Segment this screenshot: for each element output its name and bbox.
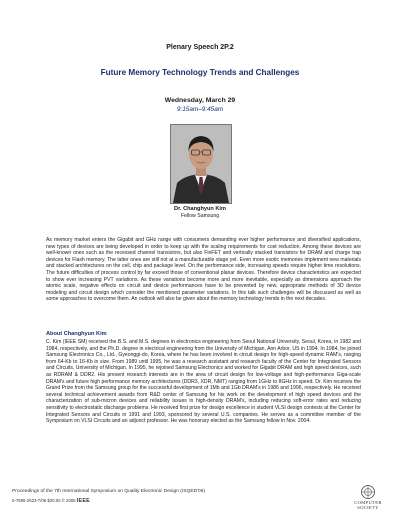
about-speaker-heading: About Changhyun Kim xyxy=(46,331,107,337)
speaker-portrait-icon xyxy=(171,125,231,203)
logo-text-line2: SOCIETY xyxy=(357,505,379,510)
ieee-logo-text: IEEE xyxy=(76,498,90,504)
logo-text-line1: COMPUTER xyxy=(354,500,382,505)
speaker-name: Dr. Changhyun Kim xyxy=(174,206,226,212)
speaker-bio-paragraph: C. Kim (IEEE SM) received the B.S. and M.S. degrees in electronics engineering from Seoul National University, Seoul, Korea, in 1982 and 1984, respectively, and the Ph.D. degree in electrical engineering from the University of Michigan, Ann Arbor, US in 1994. In 1984, he joined Samsung Electronics Co., Ltd., Gyeonggi-do, Korea, where he has been involved in circuit design for high-speed dynamic RAM's, ranging from 64-Kb to 16-Kb in size. From 1989 until 1995, he was a research assistant and research faculty of the Center for Integrated Sensors and Circuits, University of Michigan. In 1995, he rejoined Samsung Electronics and worked for Gigabit DRAM and high speed devices, such as RDRAM & DDR2. His present research interests are in the area of circuit design for low-voltage and high-performance Giga-scale DRAM's and future high performance memory architectures (DDR3, XDR, NMT) ranging from 1GHz to 8GHz in speed. Dr. Kim receives the Grand Prize from the Samsung group for the successful development of 1Mb and 1Gb DRAM's in 1986 and 1996, respectively. He received several technical achievement awards from R&D center of Samsung for his work on the development of high speed devices and the characterization of sub-micron devices and reliability issues in high-density DRAM's, including reducing soft-error rates and reducing sensitivity to electrostatic discharge problems. He received first prize for design excellence in student VLSI design contests at the Center for Integrated Sensors and Circuits in 1991 and 1993, sponsored by several U.S. companies. He serves as a committee member of the Symposium on VLSI Circuits and an adjunct professor. He was honorary elected as the Samsung fellow in Nov. 2004. xyxy=(46,339,361,425)
isbn-footer xyxy=(12,498,90,504)
speaker-photo xyxy=(170,124,232,204)
speaker-title: Fellow Samsung xyxy=(180,213,220,219)
computer-society-logo-text xyxy=(340,500,396,510)
session-label: Plenary Speech 2P.2 xyxy=(166,44,234,51)
abstract-paragraph: As memory market enters the Gigabit and GHz range with consumers demanding ever higher performance and diversified applications, new types of devices are being developed in order to keep up with the scaling requirements for cost reduction. Among these devices are well-known ones such as the recessed channel transistors, but also FinFET and vertically stacked transistors for DRAM and charge trap devices for Flash memory. The latter ones are still not at a manufacturable stage yet. Even more exotic memories implement new materials and stacked architectures on the cell, chip and package level. On the performance side, increasing speeds require higher time resolutions. The future difficulties of process control by far exceed those of conventional planar devices. Therefore device characteristics are expected to show ever increasing PVT variations. As these variations become more and more inevitable, especially as dimensions approach the atomic scale, negative effects on circuit and device performances have to be prevented by new, appropriate methods of 3D device modeling and circuit design which consider the mentioned parameter variations. In this talk such challenges will be discussed as well as some approaches to overcome them. An outlook will also be given about the memory technology trends in the next decades. xyxy=(46,237,361,303)
proceedings-footer: Proceedings of the 7th International Symposium on Quality Electronic Design (ISQED'06) xyxy=(12,489,206,494)
talk-date: Wednesday, March 29 xyxy=(164,97,236,104)
talk-time: 9:15am–9:45am xyxy=(176,106,224,113)
talk-title: Future Memory Technology Trends and Challenges xyxy=(100,68,300,77)
isbn-text: 0-7695-2523-7/06 $20.00 © 2006 xyxy=(12,498,76,503)
